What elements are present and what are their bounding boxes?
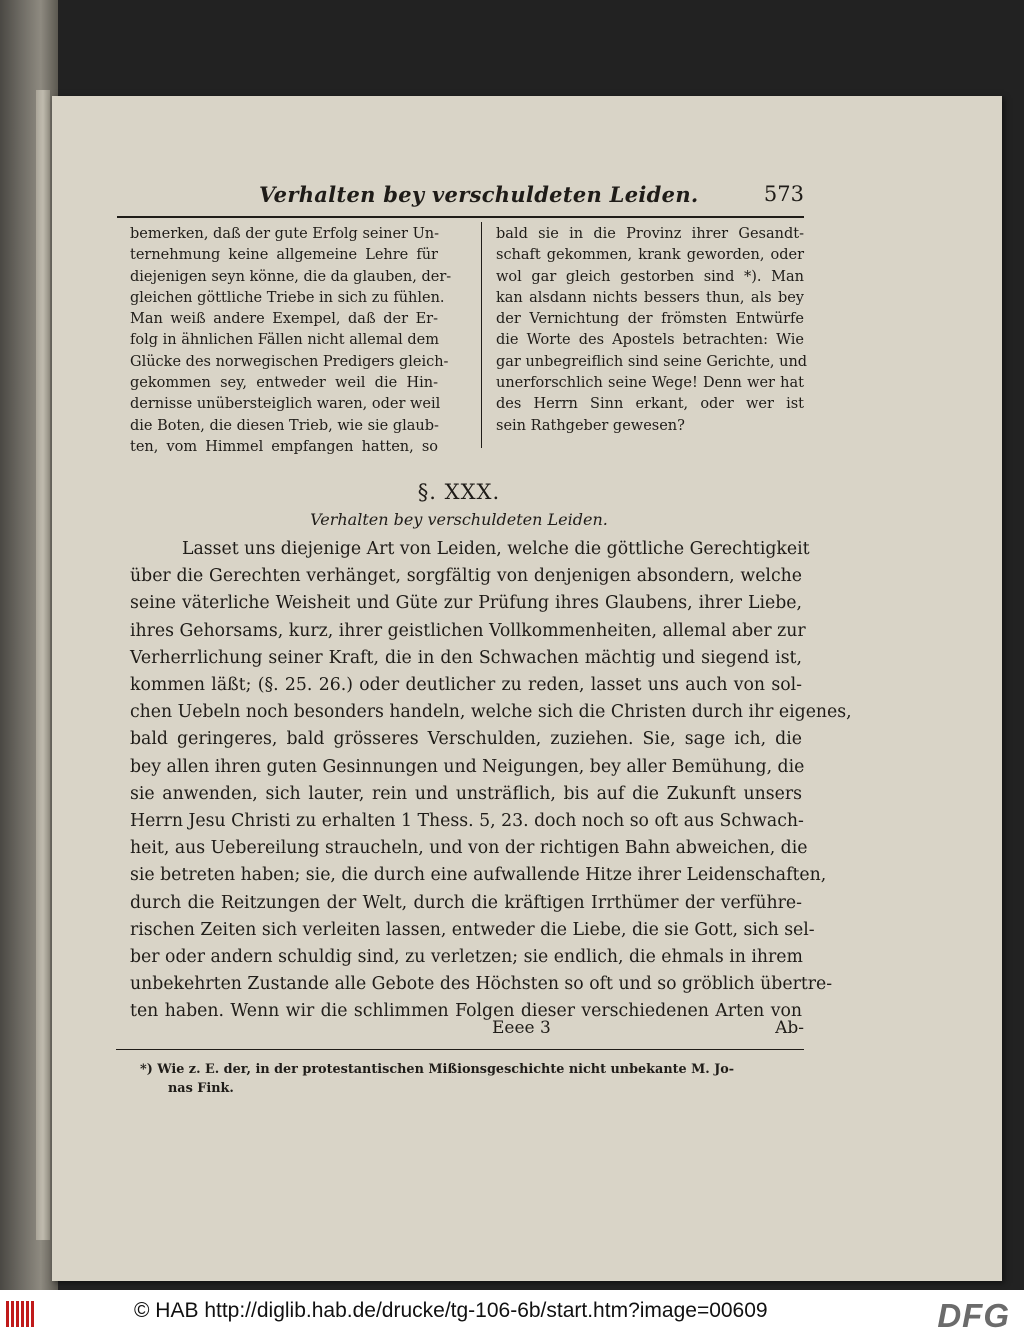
text-line: ten, vom Himmel empfangen hatten, so — [130, 438, 438, 455]
catchword-line — [114, 1018, 804, 1044]
library-barcode-icon — [6, 1301, 42, 1327]
book-page — [52, 96, 1002, 1281]
text-line: ternehmung keine allgemeine Lehre für — [130, 247, 438, 264]
text-line: bemerken, daß der gute Erfolg seiner Un- — [130, 226, 440, 242]
text-line: diejenigen seyn könne, die da glauben, der- — [130, 268, 452, 285]
running-head: Verhalten bey verschuldeten Leiden. — [259, 182, 699, 207]
text-line: Verherrlichung seiner Kraft, die in den Schwachen mächtig und siegend ist, — [130, 647, 802, 668]
text-line: seine väterliche Weisheit und Güte zur Prüfung ihres Glaubens, ihrer Liebe, — [130, 593, 802, 614]
body-paragraph — [130, 536, 852, 1026]
text-line: sie anwenden, sich lauter, rein und unsträflich, bis auf die Zukunft unsers — [130, 783, 802, 804]
text-line: ihres Gehorsams, kurz, ihrer geistlichen Vollkommenheiten, allemal aber zur — [130, 620, 806, 641]
footnote-line: *) Wie z. E. der, in der protestantischen Mißionsgeschichte nicht unbekante M. Jo- — [140, 1062, 735, 1077]
text-line: chen Uebeln noch besonders handeln, welche sich die Christen durch ihr eigenes, — [130, 702, 852, 723]
section-number: §. XXX. — [417, 480, 501, 504]
text-line: gleichen göttliche Triebe in sich zu fühlen. — [130, 289, 445, 306]
text-line: bald sie in die Provinz ihrer Gesandt- — [496, 226, 804, 242]
signature-mark: Eeee 3 — [492, 1018, 551, 1038]
page-content — [114, 96, 852, 1281]
text-line: folg in ähnlichen Fällen nicht allemal dem — [130, 332, 439, 349]
catchword: Ab- — [775, 1018, 804, 1038]
column-divider — [481, 222, 482, 448]
text-line: unerforschlich seine Wege! Denn wer hat — [496, 375, 804, 392]
text-line: des Herrn Sinn erkant, oder wer ist — [496, 396, 804, 413]
text-line: sein Rathgeber gewesen? — [496, 417, 685, 434]
text-line: Glücke des norwegischen Predigers gleich- — [130, 353, 449, 370]
text-line: wol gar gleich gestorben sind *). Man — [496, 268, 804, 285]
footnote — [140, 1060, 780, 1098]
dfg-logo: DFG — [937, 1297, 1010, 1334]
text-line: gar unbegreiflich sind seine Gerichte, und — [496, 353, 808, 370]
footnote-line: nas Fink. — [168, 1081, 234, 1096]
text-line: über die Gerechten verhänget, sorgfältig von denjenigen absondern, welche — [130, 566, 802, 587]
page-number: 573 — [763, 182, 804, 206]
copyright-link[interactable]: © HAB http://diglib.hab.de/drucke/tg-106-6b/start.htm?image=00609 — [134, 1299, 768, 1322]
text-line: kan alsdann nichts bessers thun, als bey — [496, 289, 804, 306]
text-line: durch die Reitzungen der Welt, durch die kräftigen Irrthümer der verführe- — [130, 892, 802, 913]
page-header — [114, 182, 804, 216]
text-line: ber oder andern schuldig sind, zu verletzen; sie endlich, die ehmals in ihrem — [130, 947, 803, 968]
text-line: schaft gekommen, krank geworden, oder — [496, 247, 804, 264]
left-column — [130, 224, 452, 458]
text-line: Lasset uns diejenige Art von Leiden, welche die göttliche Gerechtigkeit — [182, 539, 810, 559]
text-line: bey allen ihren guten Gesinnungen und Neigungen, bey aller Bemühung, die — [130, 756, 805, 777]
text-line: Man weiß andere Exempel, daß der Er- — [130, 311, 438, 328]
text-line: bald geringeres, bald grösseres Verschulden, zuziehen. Sie, sage ich, die — [130, 729, 802, 750]
text-line: die Boten, die diesen Trieb, wie sie glaub- — [130, 417, 439, 434]
text-line: unbekehrten Zustande alle Gebote des Höchsten so oft und so gröblich übertre- — [130, 974, 833, 995]
section-title: Verhalten bey verschuldeten Leiden. — [310, 510, 608, 529]
header-rule — [117, 216, 804, 218]
viewer-footer — [0, 1290, 1024, 1338]
text-line: kommen läßt; (§. 25. 26.) oder deutlicher zu reden, lasset uns auch von sol- — [130, 675, 802, 696]
text-line: ten haben. Wenn wir die schlimmen Folgen dieser verschiedenen Arten von — [130, 1001, 802, 1022]
page-fore-edge — [36, 90, 50, 1240]
text-line: heit, aus Uebereilung straucheln, und von der richtigen Bahn abweichen, die — [130, 838, 808, 859]
text-line: Herrn Jesu Christi zu erhalten 1 Thess. 5, 23. doch noch so oft aus Schwach- — [130, 811, 804, 832]
text-line: sie betreten haben; sie, die durch eine aufwallende Hitze ihrer Leidenschaften, — [130, 865, 827, 886]
facing-page-edge — [0, 0, 58, 1290]
right-column — [496, 224, 808, 437]
text-line: dernisse unübersteiglich waren, oder weil — [130, 396, 441, 413]
text-line: die Worte des Apostels betrachten: Wie — [496, 332, 804, 349]
text-line: rischen Zeiten sich verleiten lassen, entweder die Liebe, die sie Gott, sich sel- — [130, 919, 815, 940]
text-line: der Vernichtung der frömsten Entwürfe — [496, 311, 804, 328]
footnote-rule — [116, 1049, 804, 1050]
text-line: gekommen sey, entweder weil die Hin- — [130, 375, 438, 392]
